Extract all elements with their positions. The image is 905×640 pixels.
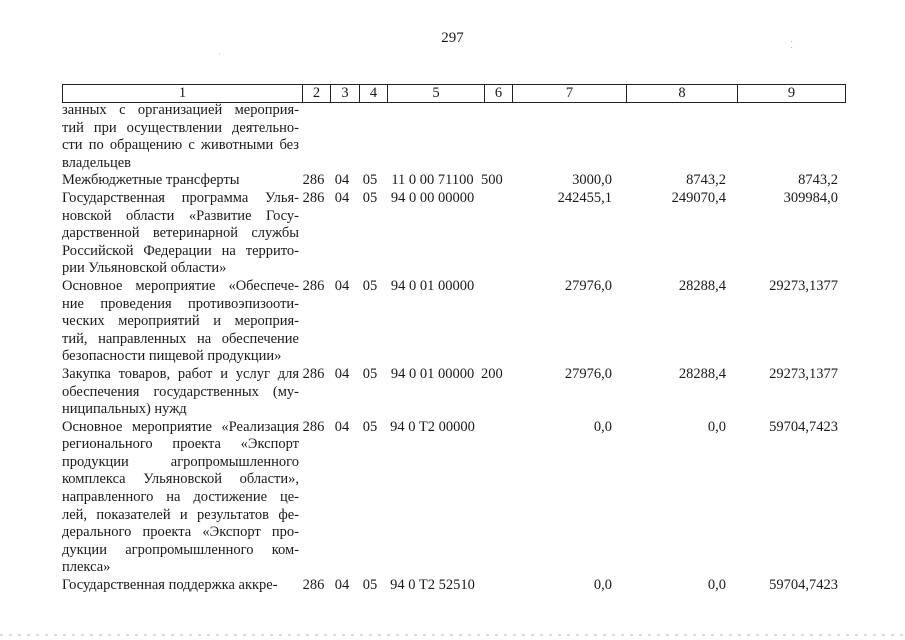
row-name-line: занных с организацией мероприя- [62, 102, 299, 118]
cell-c6: 200 [481, 365, 503, 382]
cell-c2: 286 [302, 172, 325, 189]
cell-c2: 286 [302, 277, 325, 294]
row-name-line: дукции агропромышленного ком- [62, 541, 299, 558]
table-row [62, 278, 862, 366]
header-col-6: 6 [484, 85, 512, 102]
cell-c6 [481, 278, 509, 366]
cell-c3: 04 [334, 189, 350, 206]
header-col-9: 9 [737, 85, 846, 102]
cell-c5: 94 0 01 00000 [390, 277, 475, 294]
row-name [62, 366, 299, 419]
row-name-line: новской области «Развитие Госу- [62, 207, 299, 224]
cell-c3: 04 [334, 418, 350, 435]
row-name-line: Основное мероприятие «Реализация [62, 418, 299, 435]
cell-c5: 11 0 00 71100 [391, 172, 474, 189]
cell-c9: 59704,7423 [769, 418, 838, 435]
cell-c8: 249070,4 [671, 189, 726, 206]
cell-c9: 8743,2 [798, 172, 838, 189]
cell-c7: 0,0 [593, 418, 612, 435]
cell-c8: 0,0 [707, 577, 726, 594]
cell-c8: 28288,4 [678, 277, 726, 294]
row-name-line: Закупка товаров, работ и услуг для [62, 365, 299, 382]
cell-c4: 05 [362, 365, 378, 382]
row-name-line: рии Ульяновской области» [62, 260, 227, 277]
cell-c2: 286 [302, 365, 325, 382]
table-row [62, 190, 862, 278]
row-name-line: Основное мероприятие «Обеспече- [62, 277, 299, 294]
cell-c9 [728, 102, 838, 172]
cell-c7 [509, 102, 615, 172]
cell-c5: 94 0 T2 52510 [390, 577, 475, 594]
cell-c3: 04 [334, 172, 350, 189]
cell-c6: 500 [481, 172, 503, 189]
row-name-line: Государственная программа Улья- [62, 189, 299, 206]
cell-c4: 05 [362, 172, 378, 189]
cell-c8: 8743,2 [686, 172, 726, 189]
row-name-line: ние проведения противоэпизооти- [62, 295, 299, 312]
cell-c6 [481, 577, 509, 595]
scan-edge [0, 634, 905, 636]
cell-c4: 05 [362, 577, 378, 594]
row-name-line: обеспечения государственных (му- [62, 383, 299, 400]
row-name-line: сти по обращению с животными без [62, 137, 299, 154]
header-col-5: 5 [387, 85, 484, 102]
row-name [62, 419, 299, 577]
cell-c2: 286 [302, 418, 325, 435]
cell-c2 [299, 102, 328, 172]
row-name [62, 577, 299, 595]
cell-c6 [481, 190, 509, 278]
row-name-line: безопасности пищевой продукции» [62, 348, 282, 365]
table-row [62, 102, 862, 172]
cell-c4: 05 [362, 277, 378, 294]
table-row [62, 366, 862, 419]
cell-c7: 3000,0 [572, 172, 612, 189]
cell-c8: 0,0 [707, 418, 726, 435]
cell-c7: 0,0 [593, 577, 612, 594]
row-name-line: лей, показателей и результатов фе- [62, 506, 299, 523]
cell-c5: 94 0 T2 00000 [390, 418, 475, 435]
cell-c4: 05 [362, 418, 378, 435]
cell-c2: 286 [302, 189, 325, 206]
table-row [62, 419, 862, 577]
row-name-line: ческих мероприятий и мероприя- [62, 313, 299, 330]
cell-c9: 29273,1377 [769, 365, 838, 382]
cell-c5 [384, 102, 481, 172]
header-col-4: 4 [359, 85, 387, 102]
cell-c2: 286 [302, 577, 325, 594]
scan-mark: ⁚ [790, 40, 794, 51]
scan-mark: ᐧ [218, 50, 221, 61]
cell-c9: 309984,0 [783, 189, 838, 206]
row-name-line: Межбюджетные трансферты [62, 172, 240, 189]
row-name-line: Российской Федерации на террито- [62, 242, 299, 259]
row-name-line: тий, направленных на обеспечение [62, 330, 299, 347]
row-name-line: продукции агропромышленного [62, 453, 299, 470]
cell-c5: 94 0 01 00000 [390, 365, 475, 382]
row-name-line: владельцев [62, 154, 132, 171]
row-name-line: Государственная поддержка аккре- [62, 577, 278, 594]
cell-c3 [328, 102, 356, 172]
row-name-line: дерального проекта «Экспорт про- [62, 524, 299, 541]
row-name-line: тий при осуществлении деятельно- [62, 119, 299, 136]
row-name-line: регионального проекта «Экспорт [62, 436, 299, 453]
table-body [62, 102, 862, 595]
cell-c7: 242455,1 [557, 189, 612, 206]
cell-c8: 28288,4 [678, 365, 726, 382]
cell-c9: 29273,1377 [769, 277, 838, 294]
cell-c4 [356, 102, 384, 172]
header-col-2: 2 [302, 85, 330, 102]
cell-c3: 04 [334, 365, 350, 382]
row-name-line: плекса» [62, 559, 111, 576]
table-row [62, 172, 862, 190]
row-name [62, 278, 299, 366]
cell-c7: 27976,0 [564, 365, 612, 382]
cell-c6 [481, 419, 509, 577]
row-name-line: ниципальных) нужд [62, 401, 187, 418]
row-name [62, 102, 299, 172]
row-name-line: направленного на достижение це- [62, 489, 299, 506]
table-row [62, 577, 862, 595]
cell-c7: 27976,0 [564, 277, 612, 294]
page-number: 297 [441, 30, 464, 46]
header-col-1: 1 [62, 85, 302, 102]
cell-c5: 94 0 00 00000 [390, 189, 475, 206]
table-header [62, 84, 846, 103]
row-name [62, 172, 299, 190]
cell-c3: 04 [334, 577, 350, 594]
header-col-7: 7 [512, 85, 626, 102]
row-name [62, 190, 299, 278]
cell-c6 [481, 102, 509, 172]
cell-c8 [615, 102, 728, 172]
header-col-8: 8 [626, 85, 737, 102]
header-col-3: 3 [330, 85, 359, 102]
row-name-line: дарственной ветеринарной службы [62, 225, 299, 242]
cell-c9: 59704,7423 [769, 577, 838, 594]
row-name-line: комплекса Ульяновской области», [62, 471, 299, 488]
cell-c4: 05 [362, 189, 378, 206]
cell-c3: 04 [334, 277, 350, 294]
